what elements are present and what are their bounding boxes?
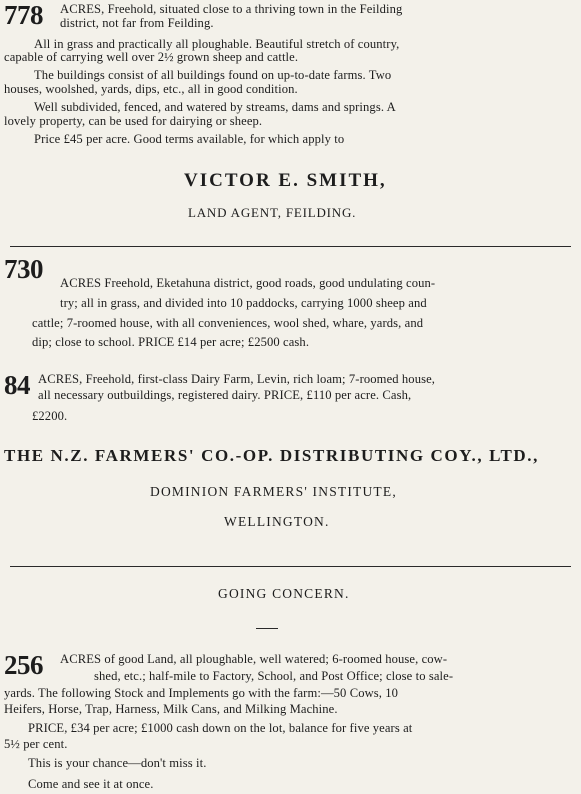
ad-text-line: all necessary outbuildings, registered dairy. PRICE, £110 per acre. Cash,	[38, 388, 412, 402]
ad-text-line: capable of carrying well over 2½ grown sheep and cattle.	[4, 50, 299, 64]
heading-underline	[256, 628, 278, 629]
acreage-number: 256	[4, 650, 43, 680]
ad-text-line: try; all in grass, and divided into 10 paddocks, carrying 1000 sheep and	[60, 296, 427, 310]
ad-text-line: ACRES, Freehold, first-class Dairy Farm, Levin, rich loam; 7-roomed house,	[38, 372, 436, 386]
ad-text-line: PRICE, £34 per acre; £1000 cash down on the lot, balance for five years at	[28, 721, 413, 735]
ad-text-line: Heifers, Horse, Trap, Harness, Milk Cans, and Milking Machine.	[4, 702, 338, 716]
ad-text-line: The buildings consist of all buildings found on up-to-date farms. Two	[34, 68, 392, 82]
acreage-number: 84	[4, 370, 30, 400]
ad-text-line: lovely property, can be used for dairying or sheep.	[4, 114, 263, 128]
section-heading: GOING CONCERN.	[218, 586, 350, 601]
ad-text-line: ACRES of good Land, all ploughable, well watered; 6-roomed house, cow-	[60, 652, 448, 666]
section-divider	[10, 566, 571, 567]
ad-text-line: All in grass and practically all ploughable. Beautiful stretch of country,	[34, 37, 400, 51]
acreage-number: 778	[4, 0, 43, 30]
ad-text-line: Price £45 per acre. Good terms available, for which apply to	[34, 132, 345, 146]
ad-text-line: cattle; 7-roomed house, with all conveniences, wool shed, whare, yards, and	[32, 316, 424, 330]
ad-text-line: ACRES Freehold, Eketahuna district, good roads, good undulating coun-	[60, 276, 436, 290]
ad-text-line: This is your chance—don't miss it.	[28, 756, 207, 770]
ad-text-line: Come and see it at once.	[28, 777, 154, 791]
agent-title: LAND AGENT, FEILDING.	[188, 205, 357, 220]
ad-text-line: houses, woolshed, yards, dips, etc., all in good condition.	[4, 82, 298, 96]
ad-text-line: dip; close to school. PRICE £14 per acre; £2500 cash.	[32, 335, 310, 349]
ad-text-line: ACRES, Freehold, situated close to a thriving town in the Feilding	[60, 2, 403, 16]
ad-text-line: £2200.	[32, 409, 68, 423]
ad-text-line: district, not far from Feilding.	[60, 16, 214, 30]
section-divider	[10, 246, 571, 247]
acreage-number: 730	[4, 254, 43, 284]
city-name: WELLINGTON.	[224, 514, 330, 529]
agent-name: VICTOR E. SMITH,	[184, 170, 387, 191]
ad-text-line: yards. The following Stock and Implements go with the farm:—50 Cows, 10	[4, 686, 399, 700]
ad-text-line: 5½ per cent.	[4, 737, 68, 751]
ad-text-line: shed, etc.; half-mile to Factory, School, and Post Office; close to sale-	[94, 669, 454, 683]
company-name: THE N.Z. FARMERS' CO.-OP. DISTRIBUTING COY., LTD.,	[4, 446, 539, 465]
ad-text-line: Well subdivided, fenced, and watered by streams, dams and springs. A	[34, 100, 396, 114]
institute-name: DOMINION FARMERS' INSTITUTE,	[150, 484, 397, 499]
